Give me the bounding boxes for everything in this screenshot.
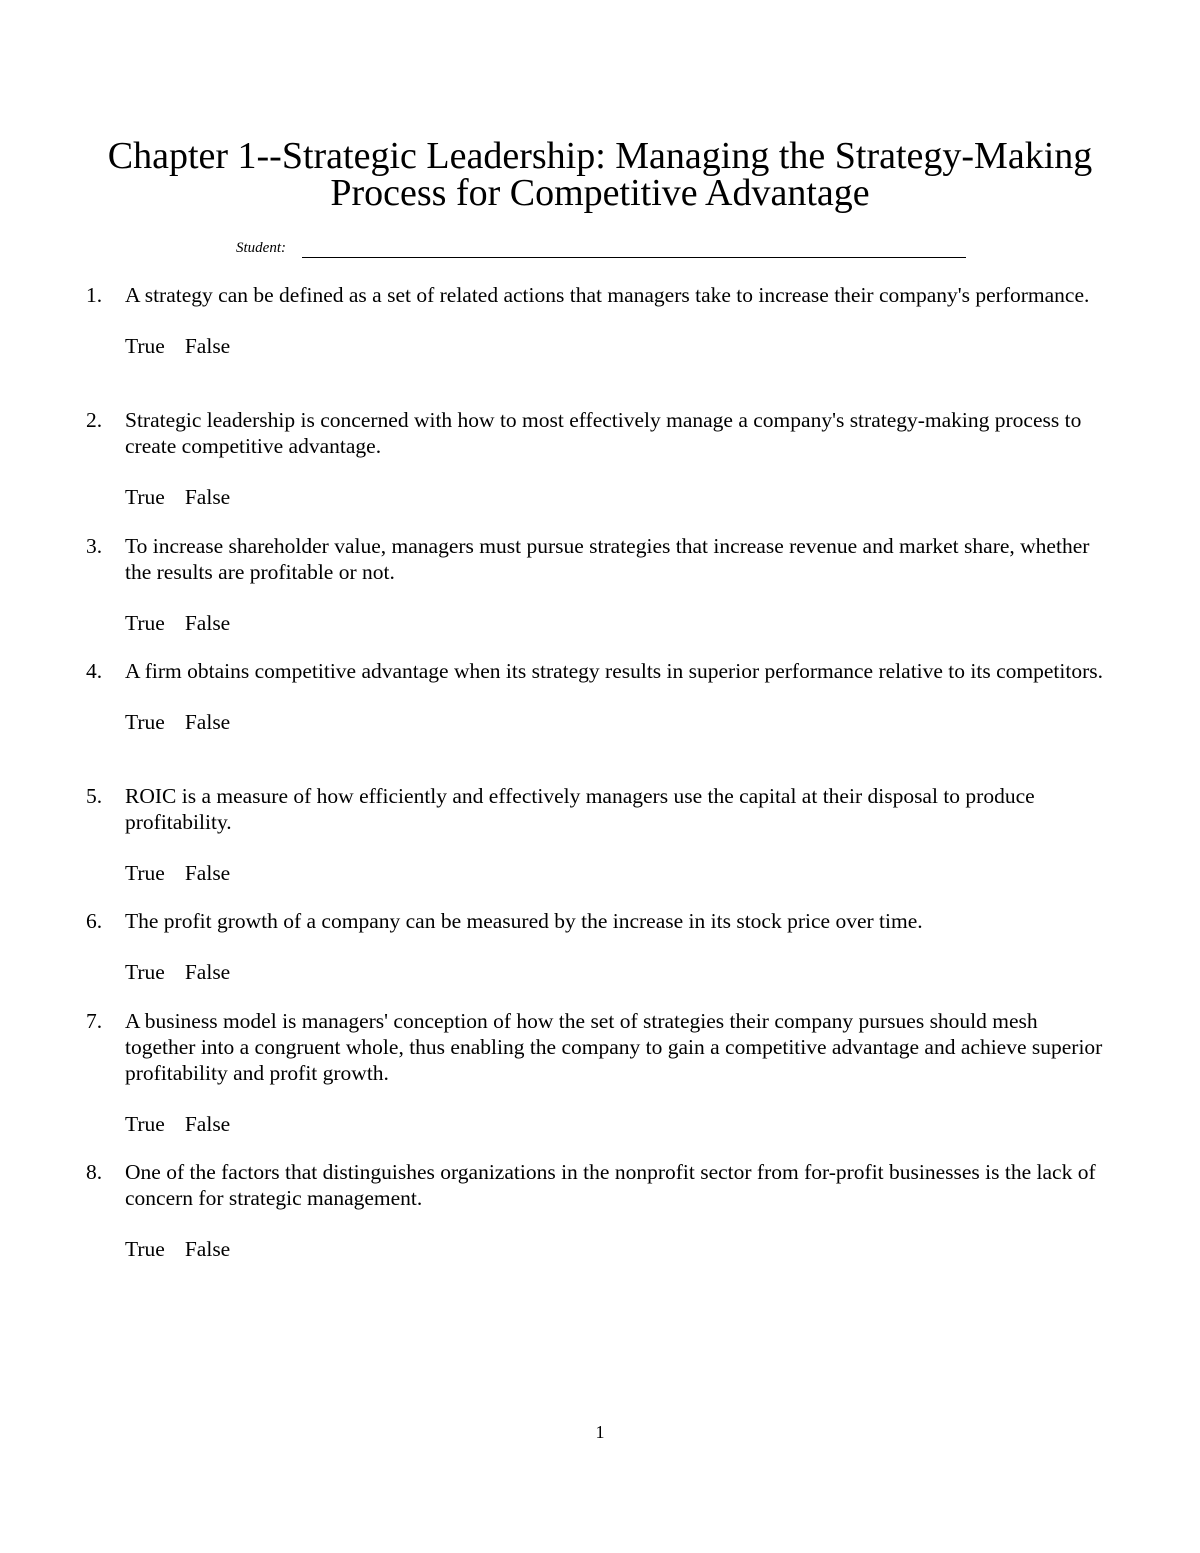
question-number: 2. bbox=[86, 408, 103, 432]
student-label: Student: bbox=[236, 240, 286, 256]
option-false[interactable]: False bbox=[184, 334, 231, 358]
question-number: 7. bbox=[86, 1009, 103, 1033]
option-false[interactable]: False bbox=[184, 960, 231, 984]
title-line-1: Chapter 1--Strategic Leadership: Managing the Strategy-Making bbox=[107, 135, 1093, 177]
answer-options bbox=[125, 1236, 1116, 1262]
question-number: 3. bbox=[86, 534, 103, 558]
answer-options bbox=[125, 709, 1116, 735]
question-number: 8. bbox=[86, 1160, 103, 1184]
question-number: 4. bbox=[86, 659, 103, 683]
student-name-line[interactable] bbox=[302, 257, 966, 258]
question-5 bbox=[86, 783, 1116, 908]
student-field bbox=[236, 240, 966, 262]
question-text: A strategy can be defined as a set of related actions that managers take to increase their company's performance. bbox=[125, 283, 1090, 307]
page-number: 1 bbox=[595, 1422, 605, 1442]
question-number: 1. bbox=[86, 283, 103, 307]
question-text: To increase shareholder value, managers must pursue strategies that increase revenue and market share, whether the results are profitable or not. bbox=[125, 534, 1090, 584]
question-text: ROIC is a measure of how efficiently and effectively managers use the capital at their disposal to produce profitability. bbox=[125, 784, 1035, 834]
question-number: 5. bbox=[86, 784, 103, 808]
answer-options bbox=[125, 333, 1116, 359]
option-false[interactable]: False bbox=[184, 861, 231, 885]
question-8 bbox=[86, 1159, 1116, 1284]
question-text: A firm obtains competitive advantage when its strategy results in superior performance relative to its competitors. bbox=[125, 659, 1103, 683]
option-true[interactable]: True bbox=[125, 485, 165, 509]
page-title bbox=[60, 135, 1140, 214]
option-true[interactable]: True bbox=[125, 960, 165, 984]
option-false[interactable]: False bbox=[184, 611, 231, 635]
option-false[interactable]: False bbox=[184, 485, 231, 509]
answer-options bbox=[125, 610, 1116, 636]
question-4 bbox=[86, 658, 1116, 783]
question-2 bbox=[86, 407, 1116, 533]
question-text: Strategic leadership is concerned with how to most effectively manage a company's strategy-making process to create competitive advantage. bbox=[125, 408, 1082, 458]
question-text: One of the factors that distinguishes organizations in the nonprofit sector from for-profit businesses is the lack of concern for strategic management. bbox=[125, 1160, 1096, 1210]
option-true[interactable]: True bbox=[125, 710, 165, 734]
option-false[interactable]: False bbox=[184, 1112, 231, 1136]
answer-options bbox=[125, 860, 1116, 886]
question-7 bbox=[86, 1008, 1116, 1159]
option-true[interactable]: True bbox=[125, 334, 165, 358]
question-text: A business model is managers' conception of how the set of strategies their company pursues should mesh together into a congruent whole, thus enabling the company to gain a competitive advantage and achieve superior profitability and profit growth. bbox=[125, 1009, 1103, 1085]
option-true[interactable]: True bbox=[125, 611, 165, 635]
question-number: 6. bbox=[86, 909, 103, 933]
option-false[interactable]: False bbox=[184, 710, 231, 734]
option-true[interactable]: True bbox=[125, 861, 165, 885]
title-line-2: Process for Competitive Advantage bbox=[330, 172, 870, 214]
answer-options bbox=[125, 1111, 1116, 1137]
answer-options bbox=[125, 959, 1116, 985]
question-text: The profit growth of a company can be measured by the increase in its stock price over time. bbox=[125, 909, 923, 933]
question-6 bbox=[86, 908, 1116, 1008]
question-3 bbox=[86, 533, 1116, 658]
option-false[interactable]: False bbox=[184, 1237, 231, 1261]
question-1 bbox=[86, 282, 1116, 407]
option-true[interactable]: True bbox=[125, 1112, 165, 1136]
question-list bbox=[86, 282, 1116, 1284]
answer-options bbox=[125, 484, 1116, 510]
option-true[interactable]: True bbox=[125, 1237, 165, 1261]
